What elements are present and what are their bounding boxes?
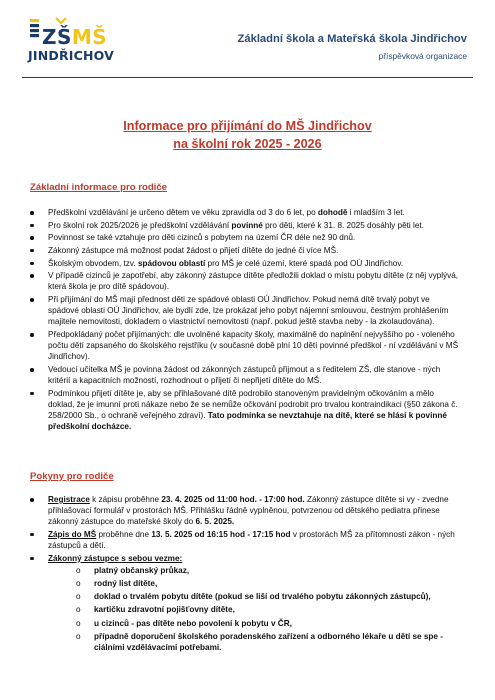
list-item [30,553,462,653]
item-text: 6. 5. 2025. [195,517,235,527]
item-text: Předpokládaný počet přijímaných: dle uvolněné kapacity školy, maximálně do naplnění nejvyššího po - voleného počtu dětí zapsaného do školského rejstříku (v současné době plní 10 dětí povinné předškol - ní vzdělávání v MŠ Jindřichov). [48,330,459,362]
bullet-icon [30,333,34,337]
item-text: Při přijímání do MŠ mají přednost děti ze spádové oblasti OÚ Jindřichov. Pokud nemá dítě trvalý pobyt ve spádové oblasti OÚ Jindřichov, ale bydlí zde, lze prokázat jeho pobyt nájemní smlouvou, čestným prohlášením majitele nemovitosti, dokladem o vlastnictví nemovitosti (např. pokud ještě stavba neby - la zkolaudována). [48,295,449,327]
item-text: 13. 5. 2025 od 16:15 hod - 17:15 hod [151,529,291,539]
title-line-2: na školní rok 2025 - 2026 [173,137,322,151]
list-item [30,270,462,292]
instructions-list [30,494,462,655]
document-title [0,117,495,153]
list-item [30,294,462,327]
item-text: Vedoucí učitelka MŠ je povinna žádost od zákonných zástupců přijmout a s ředitelem ZŠ, dle stanove - ných kritérií a kapacitních možností, rozhodnout o přijetí či nepřijetí dítěte do MŠ. [48,365,441,386]
basic-info-list [30,207,462,434]
bring-item-text: případně doporučení školského poradenského zařízení a odborného lékaře u dětí se spe - ciálními vzdělávacími potřebami. [94,631,443,652]
list-item [30,388,462,433]
item-text: pro děti, které k 31. 8. 2025 dosáhly pěti let. [262,220,424,230]
bullet-icon [30,392,34,396]
bullet-icon [30,557,34,561]
bullet-icon [30,298,34,302]
list-item [30,529,462,551]
circle-bullet-icon: o [76,605,81,615]
item-text: proběhne dne [96,529,152,539]
item-text: v prostorách MŠ za přítomnosti zákon - ných zástupců a dětí. [48,529,455,551]
letterhead [22,12,473,78]
item-text: spádovou oblastí [137,258,206,268]
bring-item [48,565,462,576]
list-item [30,329,462,362]
section-heading-basic-info: Základní informace pro rodiče [30,182,168,193]
item-text: pro MŠ je celé území, které spadá pod OÚ Jindřichov. [205,258,404,268]
bring-list [48,565,462,653]
item-text: Zákonný zástupce má možnost podat žádost o přijetí dítěte do jedné či více MŠ. [48,245,339,255]
item-text: Tato podmínka se nevztahuje na dítě, které se hlásí k povinné předškolní docházce. [48,411,447,432]
item-text: Povinnost se také vztahuje pro děti cizinců s pobytem na území ČR déle než 90 dnů. [48,233,356,243]
item-text: dohodě [317,208,348,217]
item-text: Podmínkou přijetí dítěte je, aby se přihlašované dítě podrobilo stanoveným pravidelným očkováním a mělo doklad, že je imunní proti nákaze nebo že se nemůže očkování podrobit pro trvalou kontraindikaci (§50 zákona č. 258/2000 Sb., o ochraně veřejného zdraví). [48,388,458,421]
bring-item-text: doklad o trvalém pobytu dítěte (pokud se liší od trvalého pobytu zákonných zástupců), [94,592,431,602]
bring-item-text: kartičku zdravotní pojišťovny dítěte, [94,605,235,615]
bullet-icon [30,224,34,228]
bullet-icon [30,211,34,215]
circle-bullet-icon: o [76,565,81,575]
school-logo [28,16,115,72]
circle-bullet-icon: o [76,618,81,628]
bring-item-text: rodný list dítěte, [94,579,158,589]
item-text: i mladším 3 let. [347,208,405,217]
item-text: 23. 4. 2025 od 11:00 hod. - 17:00 hod. [161,495,305,504]
item-lead: Zákonný zástupce s sebou vezme: [48,553,183,563]
item-lead: Zápis do MŠ [48,529,97,539]
bring-item-text: u cizinců - pas dítěte nebo povolení k pobytu v ČR, [94,618,292,628]
bring-item-text: platný občanský průkaz, [94,565,190,575]
list-item [30,207,462,218]
bullet-icon [30,249,34,253]
list-item [30,258,462,269]
bullet-icon [30,533,34,537]
title-line-1: Informace pro přijímání do MŠ Jindřichov [123,119,372,133]
list-item [30,220,462,231]
item-text: Pro školní rok 2025/2026 je předškolní vzdělávání [48,220,232,230]
logo-text-bottom: JINDŘICHOV [28,48,115,63]
logo-zs: ZŠ [42,25,72,49]
circle-bullet-icon: o [76,579,81,589]
school-type: příspěvková organizace [378,51,467,61]
circle-bullet-icon: o [76,631,81,641]
bullet-icon [30,498,34,502]
item-text: k zápisu proběhne [89,495,162,504]
bring-item [48,631,462,653]
list-item [30,245,462,256]
bring-item [48,618,462,629]
bring-item [48,591,462,602]
list-item [30,364,462,386]
bullet-icon [30,236,34,240]
list-item [30,494,462,527]
bullet-icon [30,262,34,266]
item-lead: Registrace [48,495,90,504]
circle-bullet-icon: o [76,592,81,602]
logo-text-top [42,27,107,47]
bring-item [48,604,462,615]
list-item [30,232,462,243]
logo-ms: MŠ [71,25,108,49]
section-heading-instructions: Pokyny pro rodiče [30,471,114,482]
school-name: Základní škola a Mateřská škola Jindřichov [237,33,467,45]
item-text: povinné [231,220,263,230]
item-text: Školským obvodem, tzv. [48,258,138,268]
item-text: Předškolní vzdělávání je určeno dětem ve věku zpravidla od 3 do 6 let, po [48,208,318,217]
bullet-icon [30,368,34,372]
item-text: V případě cizinců je zapotřebí, aby zákonný zástupce dítěte předložili doklad o místu pobytu dítěte (z něj vyplývá, která škola je pro dítě spádovou). [48,271,459,292]
bullet-icon [30,274,34,278]
item-text: Zákonný zástupce dítěte si vy - zvedne přihlašovací formulář v prostorách MŠ. Přihlášku řádně vyplněnou, potvrzenou od dětského pediatra přinese zákonný zástupce do mateřské školy do [48,495,449,527]
bring-item [48,578,462,589]
